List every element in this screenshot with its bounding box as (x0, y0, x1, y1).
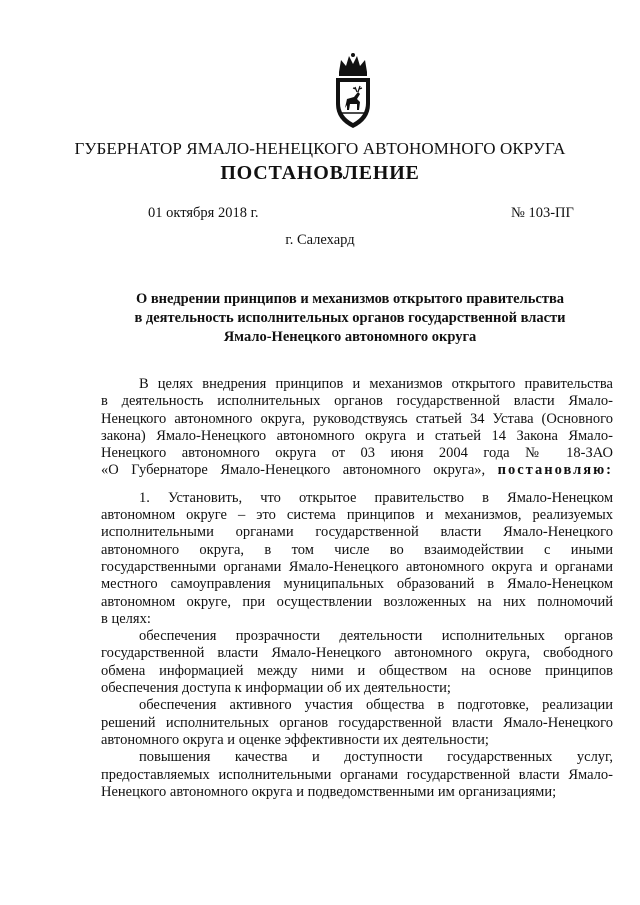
goal-services-paragraph (101, 749, 613, 801)
decree-number: № 103-ПГ (511, 205, 574, 221)
governor-heading: ГУБЕРНАТОР ЯМАЛО-НЕНЕЦКОГО АВТОНОМНОГО ОКРУГА (74, 139, 566, 158)
text-line: обмена информацией между ними и обществом на основе принципов (101, 662, 613, 679)
text-line: Ненецкого автономного округа, руководствуясь статьей 34 Устава (Основного (101, 410, 613, 427)
text-line: автономном округе, при осуществлении возложенных на них полномочий (101, 593, 613, 610)
text-line: В целях внедрения принципов и механизмов открытого правительства (139, 376, 613, 392)
text-line: исполнительными органами государственной власти Ямало-Ненецкого (101, 524, 613, 541)
subject-line: О внедрении принципов и механизмов открытого правительства (135, 291, 565, 307)
goal-transparency-paragraph (101, 628, 613, 697)
text-line: Ненецкого автономного округа и подведомственными им организациями; (101, 783, 557, 800)
subject-line: в деятельность исполнительных органов государственной власти (134, 310, 566, 326)
preamble-last-line: «О Губернаторе Ямало-Ненецкого автономного округа», (101, 462, 486, 479)
decree-city: г. Салехард (285, 232, 355, 248)
text-line: в деятельность исполнительных органов государственной власти Ямало- (101, 393, 613, 410)
goal-participation-paragraph (101, 697, 613, 749)
text-line: закона) Ямало-Ненецкого автономного округа и статьей 14 Закона Ямало- (101, 427, 613, 444)
preamble-paragraph (101, 376, 613, 480)
text-line (101, 462, 613, 479)
text-line: обеспечения прозрачности деятельности исполнительных органов (139, 628, 613, 645)
text-line: автономного округа, в том числе во взаимодействии с иными (101, 541, 613, 558)
text-line: обеспечения активного участия общества в подготовке, реализации (139, 697, 613, 714)
text-line: автономного округа и оценке эффективности их деятельности; (101, 731, 489, 748)
text-line: повышения качества и доступности государственных услуг, (139, 749, 613, 766)
text-line: в целях: (101, 610, 151, 627)
text-line: автономном округе – это система принципов и механизмов, реализуемых (101, 507, 613, 524)
text-line: обеспечения доступа к информации об их деятельности; (101, 680, 451, 697)
text-line: Ненецкого автономного округа от 03 июня 2004 года № 18-ЗАО (101, 445, 613, 462)
text-line: решений исполнительных органов государственной власти Ямало-Ненецкого (101, 714, 613, 731)
decree-date: 01 октября 2018 г. (148, 205, 259, 221)
text-line: государственной власти Ямало-Ненецкого автономного округа, свободного (101, 645, 613, 662)
decree-subject (90, 290, 610, 347)
text-line: предоставляемых исполнительными органами государственной власти Ямало- (101, 766, 613, 783)
decree-title: ПОСТАНОВЛЕНИЕ (220, 162, 420, 184)
subject-line: Ямало-Ненецкого автономного округа (223, 329, 477, 345)
decree-body (101, 376, 613, 801)
text-line: 1. Установить, что открытое правительство в Ямало-Ненецком (139, 489, 613, 506)
text-line: местного самоуправления муниципальных образований в Ямало-Ненецком (101, 576, 613, 593)
resolve-word: постановляю: (497, 462, 613, 479)
text-line: государственными органами Ямало-Ненецкого автономного округа и органами (101, 558, 613, 575)
coat-of-arms-icon (327, 52, 379, 130)
item-1-paragraph (101, 490, 613, 628)
